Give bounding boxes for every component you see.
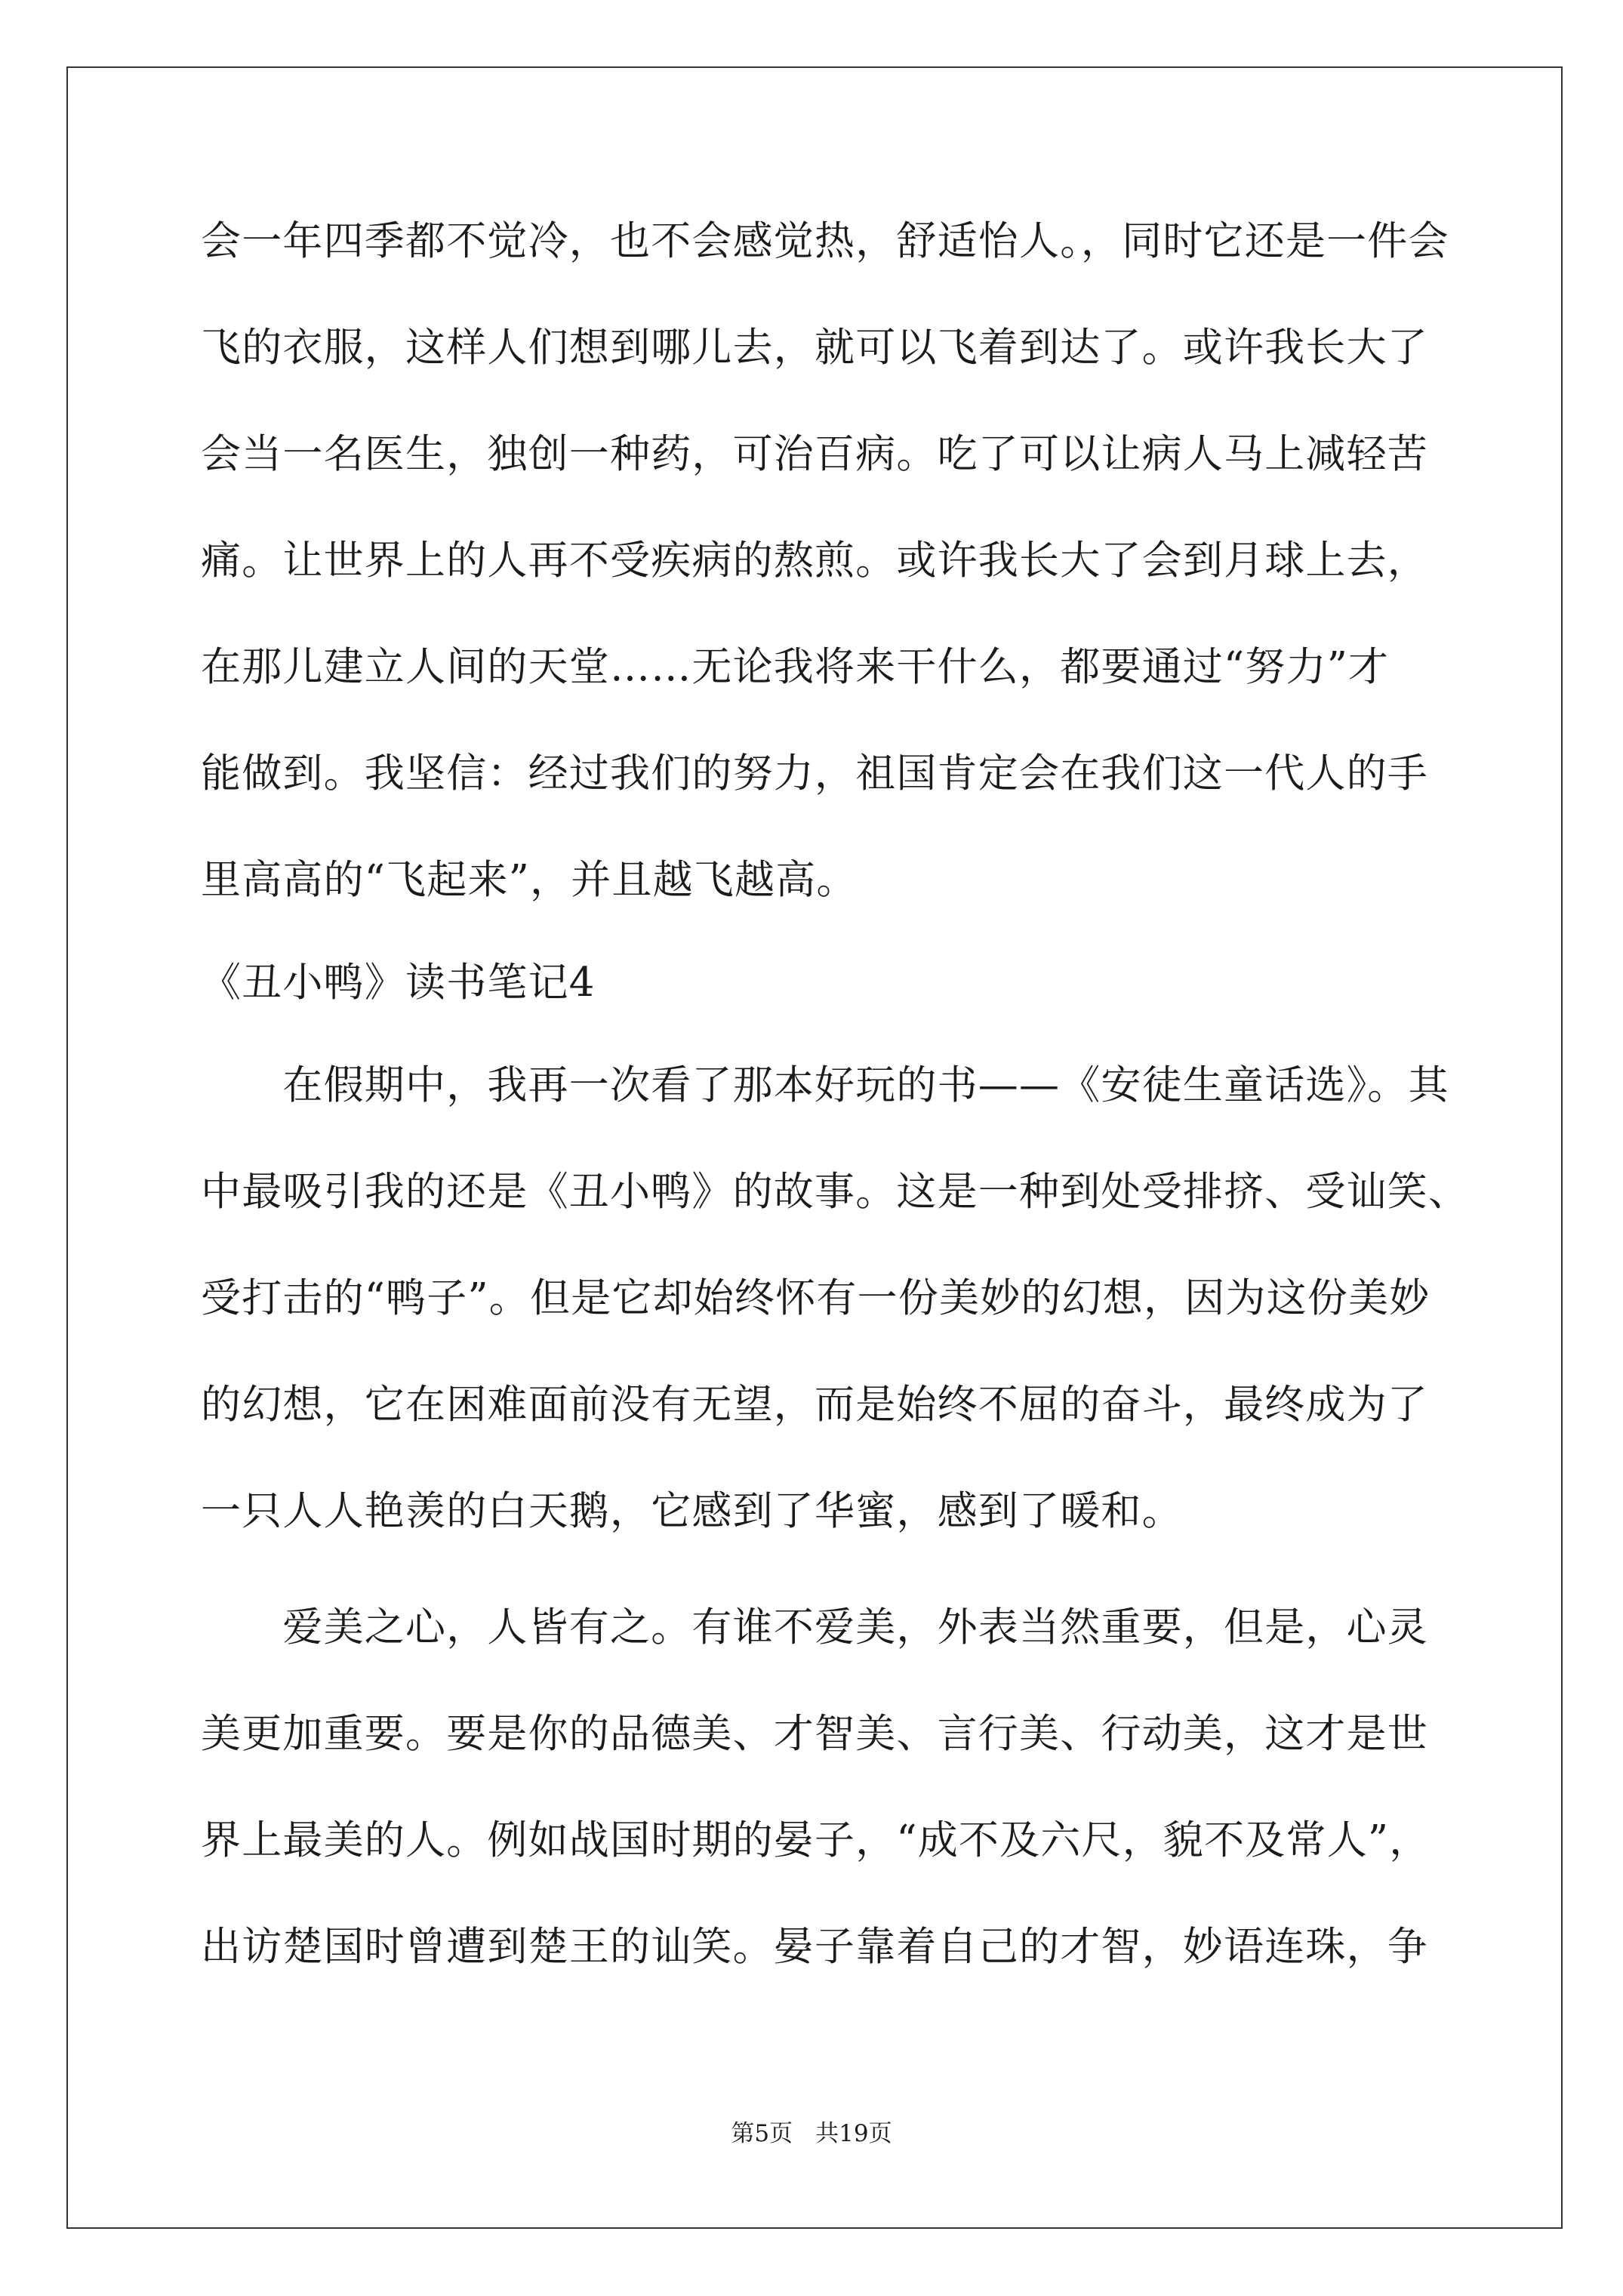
text-line: 飞的衣服，这样人们想到哪儿去，就可以飞着到达了。或许我长大了 xyxy=(201,325,1428,371)
page-footer xyxy=(0,2119,1623,2149)
text-line: 界上最美的人。例如战国时期的晏子，“成不及六尺，貌不及常人”， xyxy=(201,1817,1431,1863)
text-line: 在假期中，我再一次看了那本好玩的书——《安徒生童话选》。其 xyxy=(201,1062,1449,1108)
text-line: 会一年四季都不觉冷，也不会感觉热，舒适怡人。，同时它还是一件会 xyxy=(201,218,1449,264)
text-line: 一只人人艳羡的白天鹅，它感到了华蜜，感到了暖和。 xyxy=(201,1488,1183,1534)
text-line: 受打击的“鸭子”。但是它却始终怀有一份美妙的幻想，因为这份美妙 xyxy=(201,1275,1431,1321)
text-line: 里高高的“飞起来”，并且越飞越高。 xyxy=(201,857,858,903)
text-line: 美更加重要。要是你的品德美、才智美、言行美、行动美，这才是世 xyxy=(201,1711,1428,1757)
text-line: 会当一名医生，独创一种药，可治百病。吃了可以让病人马上减轻苦 xyxy=(201,431,1428,477)
text-line: 痛。让世界上的人再不受疾病的熬煎。或许我长大了会到月球上去， xyxy=(201,538,1428,584)
page-border xyxy=(66,66,1563,2229)
text-line: 出访楚国时曾遭到楚王的讪笑。晏子靠着自己的才智，妙语连珠，争 xyxy=(201,1924,1428,1970)
page-total: 共19页 xyxy=(815,2120,892,2147)
text-line: 的幻想，它在困难面前没有无望，而是始终不屈的奋斗，最终成为了 xyxy=(201,1382,1428,1428)
text-line: 中最吸引我的还是《丑小鸭》的故事。这是一种到处受排挤、受讪笑、 xyxy=(201,1169,1470,1215)
text-line: 在那儿建立人间的天堂……无论我将来干什么，都要通过“努力”才 xyxy=(201,644,1390,690)
text-line: 能做到。我坚信：经过我们的努力，祖国肯定会在我们这一代人的手 xyxy=(201,750,1428,797)
section-heading: 《丑小鸭》读书笔记4 xyxy=(201,960,596,1006)
text-line: 爱美之心，人皆有之。有谁不爱美，外表当然重要，但是，心灵 xyxy=(201,1604,1428,1650)
page-number: 第5页 xyxy=(731,2120,793,2147)
